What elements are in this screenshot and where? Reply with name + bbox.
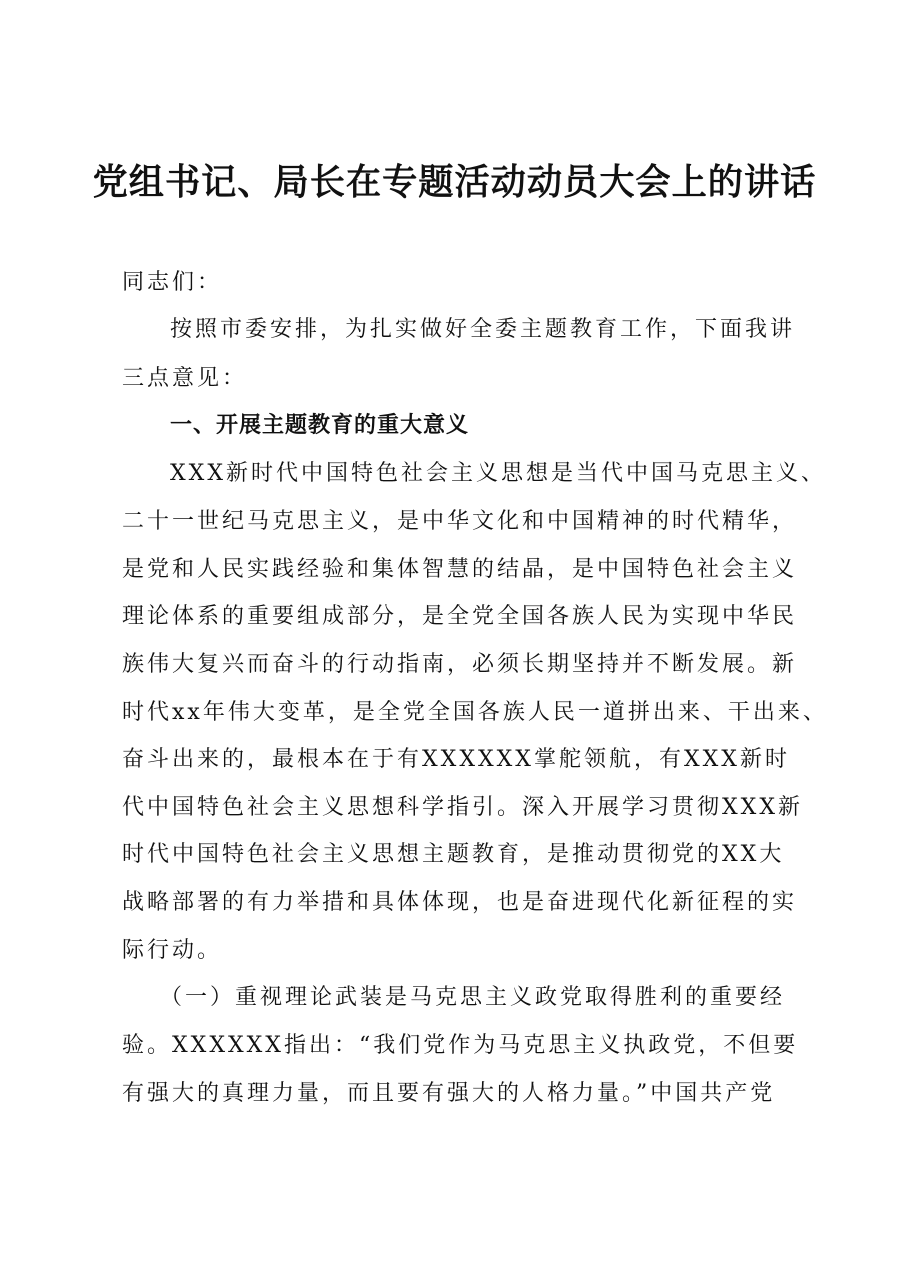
intro-line: 按照市委安排，为扎实做好全委主题教育工作，下面我讲 bbox=[170, 317, 796, 342]
intro-line: 三点意见： bbox=[122, 366, 248, 391]
paragraph-line: XXX新时代中国特色社会主义思想是当代中国马克思主义、 bbox=[170, 461, 826, 486]
section-heading: 一、开展主题教育的重大意义 bbox=[170, 413, 470, 438]
paragraph-line: 代中国特色社会主义思想科学指引。深入开展学习贯彻XXX新 bbox=[122, 795, 803, 820]
paragraph-line: 验。XXXXXX指出：“我们党作为马克思主义执政党，不但要 bbox=[122, 1033, 799, 1058]
paragraph-line: （一）重视理论武装是马克思主义政党取得胜利的重要经 bbox=[160, 985, 786, 1010]
paragraph-line: 理论体系的重要组成部分，是全党全国各族人民为实现中华民 bbox=[122, 604, 798, 629]
paragraph-line: 际行动。 bbox=[122, 938, 223, 963]
paragraph-line: 战略部署的有力举措和具体体现，也是奋进现代化新征程的实 bbox=[122, 890, 798, 915]
paragraph-line: 时代xx年伟大变革，是全党全国各族人民一道拼出来、干出来、 bbox=[122, 700, 828, 725]
paragraph-line: 奋斗出来的，最根本在于有XXXXXX掌舵领航，有XXX新时 bbox=[122, 747, 790, 772]
paragraph-line: 是党和人民实践经验和集体智慧的结晶，是中国特色社会主义 bbox=[122, 557, 798, 582]
paragraph-line: 二十一世纪马克思主义，是中华文化和中国精神的时代精华， bbox=[122, 509, 798, 534]
salutation: 同志们： bbox=[122, 270, 223, 295]
document-title: 党组书记、局长在专题活动动员大会上的讲话 bbox=[92, 161, 817, 203]
paragraph-line: 时代中国特色社会主义思想主题教育，是推动贯彻党的XX大 bbox=[122, 842, 785, 867]
paragraph-line: 有强大的真理力量，而且要有强大的人格力量。”中国共产党 bbox=[122, 1081, 776, 1106]
paragraph-line: 族伟大复兴而奋斗的行动指南，必须长期坚持并不断发展。新 bbox=[122, 652, 798, 677]
